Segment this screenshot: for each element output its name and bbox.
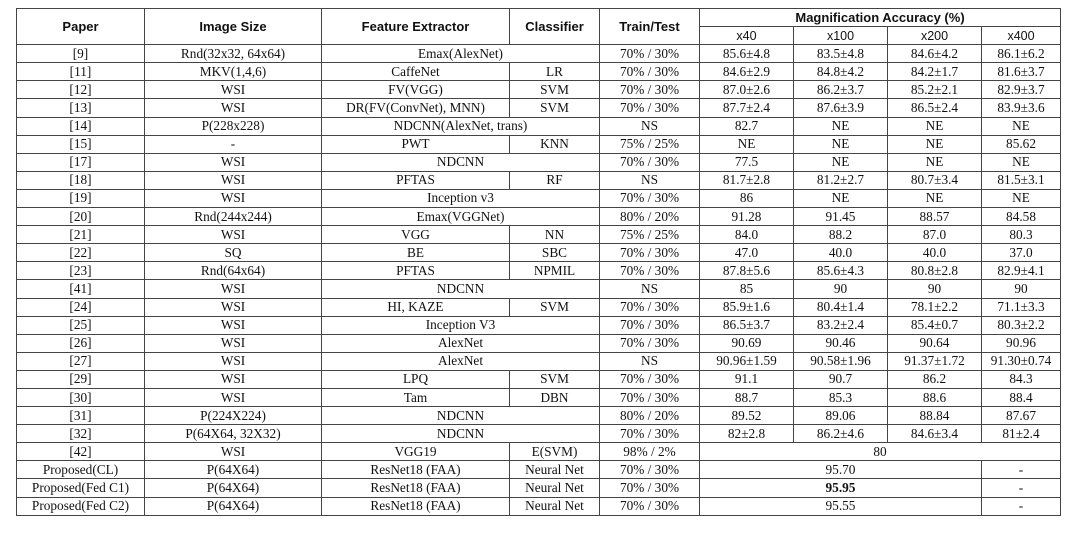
cell-accuracy-x400: NE: [982, 117, 1061, 135]
cell-accuracy-x40: 91.1: [700, 370, 794, 388]
cell-paper: [12]: [17, 81, 145, 99]
cell-accuracy-x40: 81.7±2.8: [700, 171, 794, 189]
header-feature-extractor: Feature Extractor: [322, 9, 510, 45]
cell-train-test: 70% / 30%: [600, 388, 700, 406]
cell-train-test: NS: [600, 352, 700, 370]
table-row: [17, 388, 1061, 406]
cell-accuracy-x400: -: [982, 461, 1061, 479]
cell-accuracy-x200: 84.6±3.4: [888, 425, 982, 443]
cell-accuracy-x200: 80.7±3.4: [888, 171, 982, 189]
cell-image-size: WSI: [145, 352, 322, 370]
cell-image-size: P(64X64): [145, 497, 322, 515]
cell-feature-extractor: ResNet18 (FAA): [322, 479, 510, 497]
table-row: [17, 226, 1061, 244]
cell-accuracy-x200: 87.0: [888, 226, 982, 244]
cell-paper: [21]: [17, 226, 145, 244]
cell-accuracy-x40: NE: [700, 135, 794, 153]
cell-accuracy-x100: 85.6±4.3: [794, 262, 888, 280]
cell-train-test: 70% / 30%: [600, 244, 700, 262]
cell-feature-extractor: BE: [322, 244, 510, 262]
cell-classifier: RF: [510, 171, 600, 189]
cell-image-size: SQ: [145, 244, 322, 262]
cell-paper: [41]: [17, 280, 145, 298]
cell-accuracy-x40: 47.0: [700, 244, 794, 262]
cell-paper: [14]: [17, 117, 145, 135]
cell-accuracy-x200: NE: [888, 117, 982, 135]
cell-accuracy-x100: 87.6±3.9: [794, 99, 888, 117]
table-row: [17, 352, 1061, 370]
cell-accuracy-x400: 71.1±3.3: [982, 298, 1061, 316]
cell-paper: Proposed(CL): [17, 461, 145, 479]
cell-accuracy-x400: 87.67: [982, 407, 1061, 425]
cell-paper: [31]: [17, 407, 145, 425]
cell-paper: [20]: [17, 208, 145, 226]
cell-accuracy-x100: 81.2±2.7: [794, 171, 888, 189]
cell-accuracy-x40: 87.0±2.6: [700, 81, 794, 99]
table-row: [17, 407, 1061, 425]
cell-paper: [26]: [17, 334, 145, 352]
cell-image-size: WSI: [145, 189, 322, 207]
cell-accuracy-x400: 37.0: [982, 244, 1061, 262]
cell-image-size: WSI: [145, 280, 322, 298]
cell-feature-extractor: PFTAS: [322, 171, 510, 189]
header-train-test: Train/Test: [600, 9, 700, 45]
table-row: [17, 117, 1061, 135]
cell-image-size: WSI: [145, 316, 322, 334]
cell-accuracy-x400: 85.62: [982, 135, 1061, 153]
cell-image-size: WSI: [145, 81, 322, 99]
cell-accuracy-x100: 90.58±1.96: [794, 352, 888, 370]
cell-image-size: P(228x228): [145, 117, 322, 135]
cell-accuracy-x200: 80.8±2.8: [888, 262, 982, 280]
cell-paper: [30]: [17, 388, 145, 406]
cell-accuracy-x400: 88.4: [982, 388, 1061, 406]
cell-image-size: Rnd(64x64): [145, 262, 322, 280]
cell-feature-extractor: VGG: [322, 226, 510, 244]
cell-classifier: SVM: [510, 81, 600, 99]
table-row: [17, 81, 1061, 99]
cell-accuracy-x400: 90.96: [982, 334, 1061, 352]
table-row: [17, 262, 1061, 280]
cell-feature-extractor: NDCNN: [322, 153, 600, 171]
cell-accuracy-x40: 89.52: [700, 407, 794, 425]
cell-accuracy-x100: 86.2±3.7: [794, 81, 888, 99]
cell-accuracy-x100: 90.7: [794, 370, 888, 388]
cell-train-test: 70% / 30%: [600, 461, 700, 479]
cell-image-size: P(64X64): [145, 461, 322, 479]
cell-accuracy-x40: 87.7±2.4: [700, 99, 794, 117]
cell-accuracy-x100: 80.4±1.4: [794, 298, 888, 316]
cell-feature-extractor: ResNet18 (FAA): [322, 461, 510, 479]
cell-paper: [42]: [17, 443, 145, 461]
cell-train-test: 70% / 30%: [600, 63, 700, 81]
cell-accuracy-x100: 86.2±4.6: [794, 425, 888, 443]
cell-image-size: WSI: [145, 226, 322, 244]
cell-accuracy-x40: 77.5: [700, 153, 794, 171]
table-row: [17, 443, 1061, 461]
header-image-size: Image Size: [145, 9, 322, 45]
cell-accuracy-x100: 89.06: [794, 407, 888, 425]
cell-classifier: LR: [510, 63, 600, 81]
table-row: [17, 45, 1061, 63]
cell-accuracy-x40: 85.6±4.8: [700, 45, 794, 63]
cell-classifier: NN: [510, 226, 600, 244]
table-row: [17, 280, 1061, 298]
cell-train-test: 70% / 30%: [600, 99, 700, 117]
header-magnification-accuracy: Magnification Accuracy (%): [700, 9, 1061, 27]
cell-train-test: 70% / 30%: [600, 479, 700, 497]
cell-accuracy-x400: 82.9±4.1: [982, 262, 1061, 280]
table-row: [17, 461, 1061, 479]
cell-accuracy-x40: 84.6±2.9: [700, 63, 794, 81]
cell-train-test: 70% / 30%: [600, 316, 700, 334]
cell-paper: [13]: [17, 99, 145, 117]
cell-train-test: 70% / 30%: [600, 81, 700, 99]
header-mag-x100: x100: [794, 27, 888, 45]
header-classifier: Classifier: [510, 9, 600, 45]
cell-image-size: WSI: [145, 99, 322, 117]
cell-accuracy-x400: -: [982, 479, 1061, 497]
cell-accuracy-x200: 88.57: [888, 208, 982, 226]
cell-image-size: WSI: [145, 171, 322, 189]
cell-accuracy-x100: NE: [794, 135, 888, 153]
cell-train-test: 70% / 30%: [600, 370, 700, 388]
cell-accuracy-x100: 84.8±4.2: [794, 63, 888, 81]
cell-accuracy-x40: 86: [700, 189, 794, 207]
table-row: [17, 334, 1061, 352]
header-mag-x400: x400: [982, 27, 1061, 45]
header-mag-x200: x200: [888, 27, 982, 45]
cell-accuracy-x40: 85.9±1.6: [700, 298, 794, 316]
cell-accuracy-x400: 81±2.4: [982, 425, 1061, 443]
cell-feature-extractor: Tam: [322, 388, 510, 406]
cell-paper: [22]: [17, 244, 145, 262]
cell-paper: [9]: [17, 45, 145, 63]
cell-accuracy-x40: 91.28: [700, 208, 794, 226]
cell-feature-extractor: NDCNN: [322, 407, 600, 425]
cell-image-size: WSI: [145, 334, 322, 352]
cell-accuracy-x400: 81.5±3.1: [982, 171, 1061, 189]
cell-image-size: WSI: [145, 388, 322, 406]
cell-classifier: E(SVM): [510, 443, 600, 461]
cell-accuracy-x40-x200: 95.70: [700, 461, 982, 479]
cell-train-test: 70% / 30%: [600, 497, 700, 515]
cell-feature-extractor: LPQ: [322, 370, 510, 388]
table-row: [17, 63, 1061, 81]
cell-accuracy-x100: 85.3: [794, 388, 888, 406]
cell-accuracy-x200: 40.0: [888, 244, 982, 262]
cell-accuracy-x100: 90: [794, 280, 888, 298]
cell-image-size: WSI: [145, 298, 322, 316]
cell-train-test: NS: [600, 280, 700, 298]
cell-train-test: 98% / 2%: [600, 443, 700, 461]
table-header: [17, 9, 1061, 45]
cell-train-test: NS: [600, 171, 700, 189]
table-row: [17, 99, 1061, 117]
cell-image-size: WSI: [145, 153, 322, 171]
cell-accuracy-x400: 84.58: [982, 208, 1061, 226]
cell-train-test: 70% / 30%: [600, 334, 700, 352]
cell-feature-extractor: PWT: [322, 135, 510, 153]
cell-paper: [23]: [17, 262, 145, 280]
table-row: [17, 244, 1061, 262]
cell-accuracy-x40: 86.5±3.7: [700, 316, 794, 334]
cell-image-size: P(64X64): [145, 479, 322, 497]
cell-feature-extractor: Emax(AlexNet): [322, 45, 600, 63]
cell-image-size: P(64X64, 32X32): [145, 425, 322, 443]
cell-feature-extractor: VGG19: [322, 443, 510, 461]
cell-accuracy-x100: NE: [794, 189, 888, 207]
table-row: [17, 479, 1061, 497]
cell-image-size: WSI: [145, 443, 322, 461]
cell-accuracy-x200: NE: [888, 153, 982, 171]
cell-classifier: SVM: [510, 370, 600, 388]
cell-accuracy-x400: -: [982, 497, 1061, 515]
cell-train-test: 70% / 30%: [600, 45, 700, 63]
cell-accuracy-x40: 85: [700, 280, 794, 298]
cell-accuracy-x400: 82.9±3.7: [982, 81, 1061, 99]
cell-train-test: 70% / 30%: [600, 425, 700, 443]
cell-accuracy-x400: 84.3: [982, 370, 1061, 388]
cell-paper: [18]: [17, 171, 145, 189]
cell-paper: [29]: [17, 370, 145, 388]
cell-image-size: Rnd(244x244): [145, 208, 322, 226]
cell-feature-extractor: Inception V3: [322, 316, 600, 334]
table-row: [17, 171, 1061, 189]
table-row: [17, 153, 1061, 171]
cell-accuracy-x40: 87.8±5.6: [700, 262, 794, 280]
cell-accuracy-x200: 85.4±0.7: [888, 316, 982, 334]
cell-image-size: P(224X224): [145, 407, 322, 425]
cell-classifier: SVM: [510, 99, 600, 117]
table-row: [17, 497, 1061, 515]
cell-paper: [27]: [17, 352, 145, 370]
cell-accuracy-x200: 86.2: [888, 370, 982, 388]
table-row: [17, 316, 1061, 334]
table-row: [17, 425, 1061, 443]
cell-accuracy-x400: 91.30±0.74: [982, 352, 1061, 370]
cell-accuracy-x400: 90: [982, 280, 1061, 298]
cell-accuracy-x40-x200: 95.95: [700, 479, 982, 497]
cell-accuracy-x100: NE: [794, 153, 888, 171]
cell-accuracy-x100: 91.45: [794, 208, 888, 226]
table-row: [17, 370, 1061, 388]
cell-accuracy-x40: 88.7: [700, 388, 794, 406]
cell-classifier: KNN: [510, 135, 600, 153]
cell-accuracy-x200: 78.1±2.2: [888, 298, 982, 316]
header-mag-x40: x40: [700, 27, 794, 45]
cell-train-test: 80% / 20%: [600, 407, 700, 425]
cell-image-size: WSI: [145, 370, 322, 388]
cell-accuracy-x400: NE: [982, 153, 1061, 171]
cell-paper: [15]: [17, 135, 145, 153]
cell-feature-extractor: ResNet18 (FAA): [322, 497, 510, 515]
cell-accuracy-x40: 84.0: [700, 226, 794, 244]
cell-accuracy-x200: 84.2±1.7: [888, 63, 982, 81]
cell-train-test: 70% / 30%: [600, 298, 700, 316]
cell-accuracy-all: 80: [700, 443, 1061, 461]
cell-paper: [24]: [17, 298, 145, 316]
cell-paper: [32]: [17, 425, 145, 443]
cell-accuracy-x400: NE: [982, 189, 1061, 207]
cell-feature-extractor: AlexNet: [322, 334, 600, 352]
cell-accuracy-x200: NE: [888, 135, 982, 153]
cell-paper: [17]: [17, 153, 145, 171]
cell-accuracy-x400: 86.1±6.2: [982, 45, 1061, 63]
cell-accuracy-x400: 81.6±3.7: [982, 63, 1061, 81]
cell-train-test: 70% / 30%: [600, 153, 700, 171]
cell-image-size: -: [145, 135, 322, 153]
header-paper: Paper: [17, 9, 145, 45]
cell-accuracy-x200: 90: [888, 280, 982, 298]
cell-classifier: SVM: [510, 298, 600, 316]
cell-accuracy-x100: NE: [794, 117, 888, 135]
table-row: [17, 208, 1061, 226]
cell-classifier: SBC: [510, 244, 600, 262]
cell-accuracy-x100: 83.5±4.8: [794, 45, 888, 63]
cell-classifier: Neural Net: [510, 479, 600, 497]
cell-feature-extractor: FV(VGG): [322, 81, 510, 99]
cell-accuracy-x40: 90.69: [700, 334, 794, 352]
cell-accuracy-x100: 88.2: [794, 226, 888, 244]
cell-feature-extractor: PFTAS: [322, 262, 510, 280]
table-row: [17, 189, 1061, 207]
cell-accuracy-x400: 80.3: [982, 226, 1061, 244]
table-body: [17, 45, 1061, 515]
cell-classifier: Neural Net: [510, 497, 600, 515]
cell-feature-extractor: NDCNN: [322, 280, 600, 298]
cell-accuracy-x200: NE: [888, 189, 982, 207]
cell-train-test: 70% / 30%: [600, 189, 700, 207]
cell-accuracy-x200: 84.6±4.2: [888, 45, 982, 63]
cell-accuracy-x200: 90.64: [888, 334, 982, 352]
cell-paper: [19]: [17, 189, 145, 207]
cell-accuracy-x40: 90.96±1.59: [700, 352, 794, 370]
cell-accuracy-x200: 88.84: [888, 407, 982, 425]
cell-accuracy-x40: 82±2.8: [700, 425, 794, 443]
cell-paper: [25]: [17, 316, 145, 334]
cell-train-test: 70% / 30%: [600, 262, 700, 280]
cell-classifier: Neural Net: [510, 461, 600, 479]
cell-feature-extractor: DR(FV(ConvNet), MNN): [322, 99, 510, 117]
cell-feature-extractor: NDCNN: [322, 425, 600, 443]
cell-accuracy-x200: 88.6: [888, 388, 982, 406]
cell-paper: Proposed(Fed C1): [17, 479, 145, 497]
cell-accuracy-x200: 86.5±2.4: [888, 99, 982, 117]
cell-accuracy-x400: 83.9±3.6: [982, 99, 1061, 117]
cell-accuracy-x40-x200: 95.55: [700, 497, 982, 515]
cell-classifier: DBN: [510, 388, 600, 406]
table-row: [17, 135, 1061, 153]
cell-accuracy-x200: 91.37±1.72: [888, 352, 982, 370]
cell-feature-extractor: HI, KAZE: [322, 298, 510, 316]
cell-paper: [11]: [17, 63, 145, 81]
cell-feature-extractor: AlexNet: [322, 352, 600, 370]
cell-accuracy-x100: 83.2±2.4: [794, 316, 888, 334]
cell-accuracy-x100: 40.0: [794, 244, 888, 262]
cell-image-size: Rnd(32x32, 64x64): [145, 45, 322, 63]
cell-feature-extractor: Inception v3: [322, 189, 600, 207]
comparison-table: [16, 8, 1061, 516]
cell-classifier: NPMIL: [510, 262, 600, 280]
cell-feature-extractor: NDCNN(AlexNet, trans): [322, 117, 600, 135]
cell-accuracy-x200: 85.2±2.1: [888, 81, 982, 99]
cell-train-test: 75% / 25%: [600, 226, 700, 244]
cell-train-test: 80% / 20%: [600, 208, 700, 226]
cell-train-test: 75% / 25%: [600, 135, 700, 153]
cell-paper: Proposed(Fed C2): [17, 497, 145, 515]
cell-image-size: MKV(1,4,6): [145, 63, 322, 81]
cell-feature-extractor: Emax(VGGNet): [322, 208, 600, 226]
cell-accuracy-x400: 80.3±2.2: [982, 316, 1061, 334]
cell-feature-extractor: CaffeNet: [322, 63, 510, 81]
cell-accuracy-x100: 90.46: [794, 334, 888, 352]
table-row: [17, 298, 1061, 316]
cell-accuracy-x40: 82.7: [700, 117, 794, 135]
cell-train-test: NS: [600, 117, 700, 135]
comparison-table-container: [16, 8, 1060, 516]
